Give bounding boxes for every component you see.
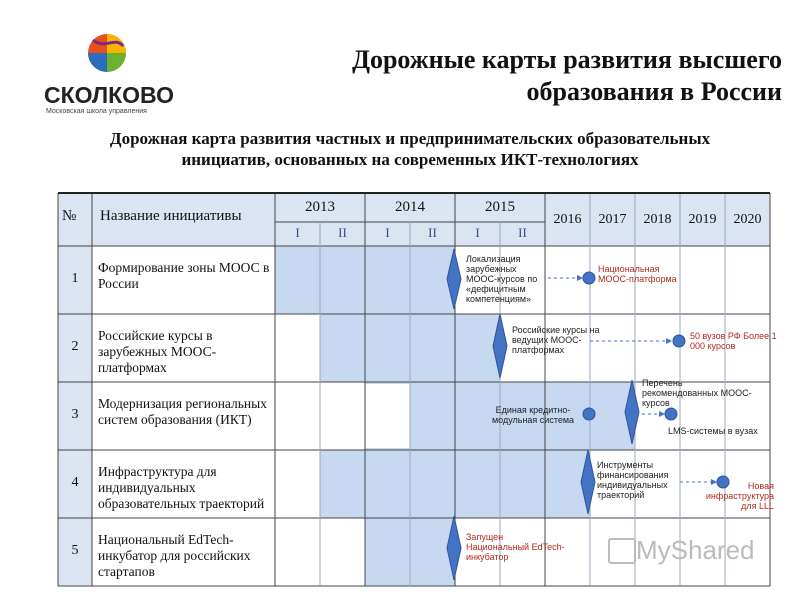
annotation-r3-system: Единая кредитно-модульная система (491, 405, 575, 425)
brand-subtitle: Московская школа управления (46, 108, 147, 115)
row-initiative-name: Модернизация региональных систем образования (ИКТ) (98, 396, 267, 427)
row-number: 1 (71, 271, 79, 286)
row-number: 2 (71, 339, 79, 354)
year-header-2014: 2014 (395, 199, 425, 215)
annotation-r1-milestone: Локализация зарубежных МООС-курсов по «дефицитным компетенциям» (466, 254, 538, 304)
bar-row4 (455, 450, 590, 518)
milestone-dot-r1 (583, 272, 595, 284)
row-initiative-name: Национальный EdTech-инкубатор для российских стартапов (98, 532, 251, 579)
col-header-name: Название инициативы (100, 208, 242, 224)
milestone-dot-r2 (673, 335, 685, 347)
annotation-r3-list: Перечень рекомендованных МООС-курсов (642, 378, 752, 408)
watermark-icon (608, 538, 636, 564)
half-header: II (518, 225, 527, 240)
half-header: I (475, 225, 480, 240)
page-title: Дорожные карты развития высшего образования в России (352, 45, 782, 106)
year-header-2018: 2018 (643, 212, 672, 227)
half-header: I (385, 225, 390, 240)
year-header-2016: 2016 (553, 212, 582, 227)
row-number: 5 (71, 543, 79, 558)
year-header-2019: 2019 (688, 212, 717, 227)
half-header: II (428, 225, 437, 240)
brand-name: СКОЛКОВО (44, 82, 174, 108)
dashed-arrow-r3-arrowhead (659, 411, 665, 417)
year-header-2020: 2020 (733, 212, 762, 227)
half-header: I (295, 225, 300, 240)
row-number: 4 (71, 475, 79, 490)
gap-row3-a (320, 382, 365, 450)
watermark-text: MyShared (636, 535, 755, 565)
dashed-arrow-r1-arrowhead (577, 275, 583, 281)
annotation-r2-milestone: Российские курсы на ведущих МООС-платформах (512, 325, 600, 355)
year-header-2015: 2015 (485, 199, 515, 215)
gap-row3-b (365, 384, 410, 448)
col-header-num: № (62, 208, 77, 224)
dashed-arrow-r2-arrowhead (666, 338, 672, 344)
gap-row5 (320, 518, 365, 586)
milestone-dot-r3-b (665, 408, 677, 420)
roadmap-subtitle: Дорожная карта развития частных и предпринимательских образовательных инициатив, основанных на современных ИКТ-технологиях (109, 129, 711, 169)
half-header: II (338, 225, 347, 240)
row-initiative-name: Инфраструктура для индивидуальных образовательных траекторий (98, 464, 265, 511)
milestone-dot-r3-a (583, 408, 595, 420)
annotation-r4-tools: Инструменты финансирования индивидуальных траекторий (597, 460, 669, 500)
annotation-r1-target: Национальная МООС-платформа (598, 264, 677, 284)
row-number: 3 (71, 407, 79, 422)
annotation-r4-target: Новая инфраструктура для LLL (705, 481, 774, 511)
annotation-r2-target: 50 вузов РФ Более 1 000 курсов (690, 331, 777, 351)
year-header-2013: 2013 (305, 199, 335, 215)
row-initiative-name: Формирование зоны МООС в России (98, 260, 270, 291)
annotation-r5-milestone: Запущен Национальный EdTech-инкубатор (466, 532, 565, 562)
year-header-2017: 2017 (598, 212, 627, 227)
row-initiative-name: Российские курсы в зарубежных МООС-платформах (98, 328, 217, 375)
annotation-r3-lms: LMS-системы в вузах (668, 426, 758, 436)
